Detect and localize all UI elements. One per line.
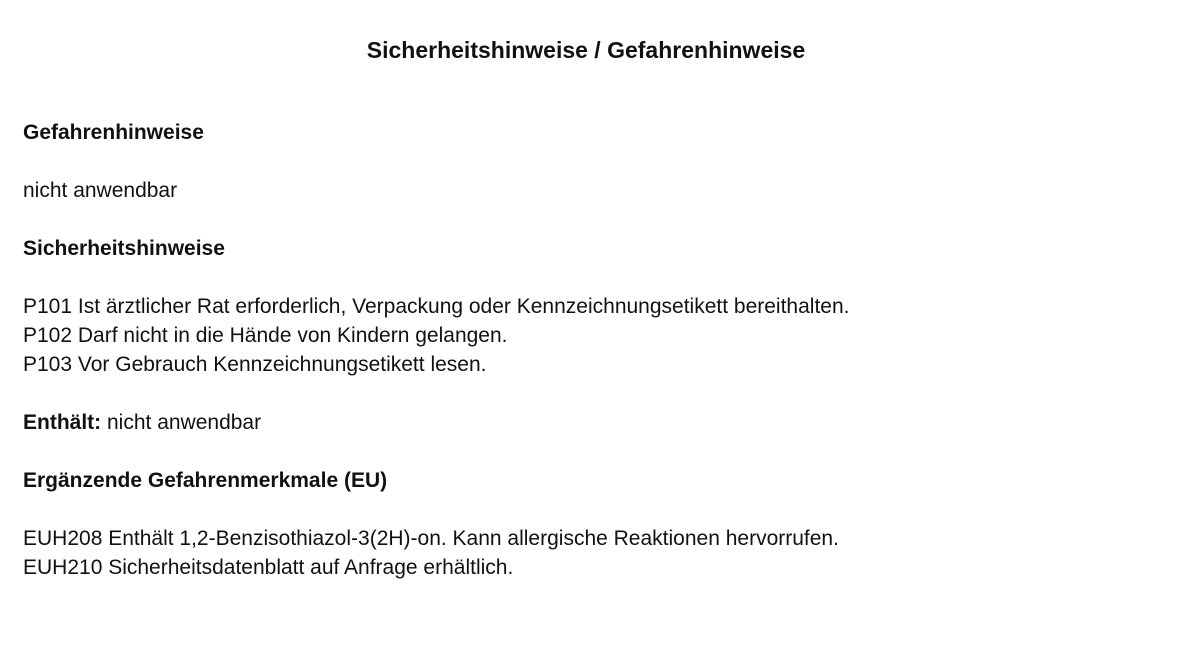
supplemental-hazard-heading: Ergänzende Gefahrenmerkmale (EU): [23, 469, 388, 492]
precautionary-statement-p102: P102 Darf nicht in die Hände von Kindern gelangen.: [23, 324, 508, 347]
supplemental-statement-euh208: EUH208 Enthält 1,2-Benzisothiazol-3(2H)-on. Kann allergische Reaktionen hervorrufen.: [23, 527, 839, 550]
spacer: [23, 379, 1173, 408]
document-content: [23, 118, 1173, 582]
contains-line: [23, 408, 1173, 437]
spacer: [23, 147, 1173, 176]
hazard-statements-heading: Gefahrenhinweise: [23, 121, 204, 144]
spacer: [23, 263, 1173, 292]
precautionary-statements-heading: Sicherheitshinweise: [23, 237, 225, 260]
spacer: [23, 495, 1173, 524]
precautionary-statement-p103: P103 Vor Gebrauch Kennzeichnungsetikett lesen.: [23, 353, 487, 376]
contains-value: nicht anwendbar: [107, 411, 262, 434]
supplemental-statement-euh210: EUH210 Sicherheitsdatenblatt auf Anfrage erhältlich.: [23, 556, 514, 579]
document-title: Sicherheitshinweise / Gefahrenhinweise: [366, 37, 806, 63]
spacer: [23, 205, 1173, 234]
precautionary-statement-p101: P101 Ist ärztlicher Rat erforderlich, Verpackung oder Kennzeichnungsetikett bereithalten.: [23, 295, 850, 318]
hazard-statements-text: nicht anwendbar: [23, 179, 178, 202]
contains-label: Enthält:: [23, 411, 102, 434]
spacer: [23, 437, 1173, 466]
